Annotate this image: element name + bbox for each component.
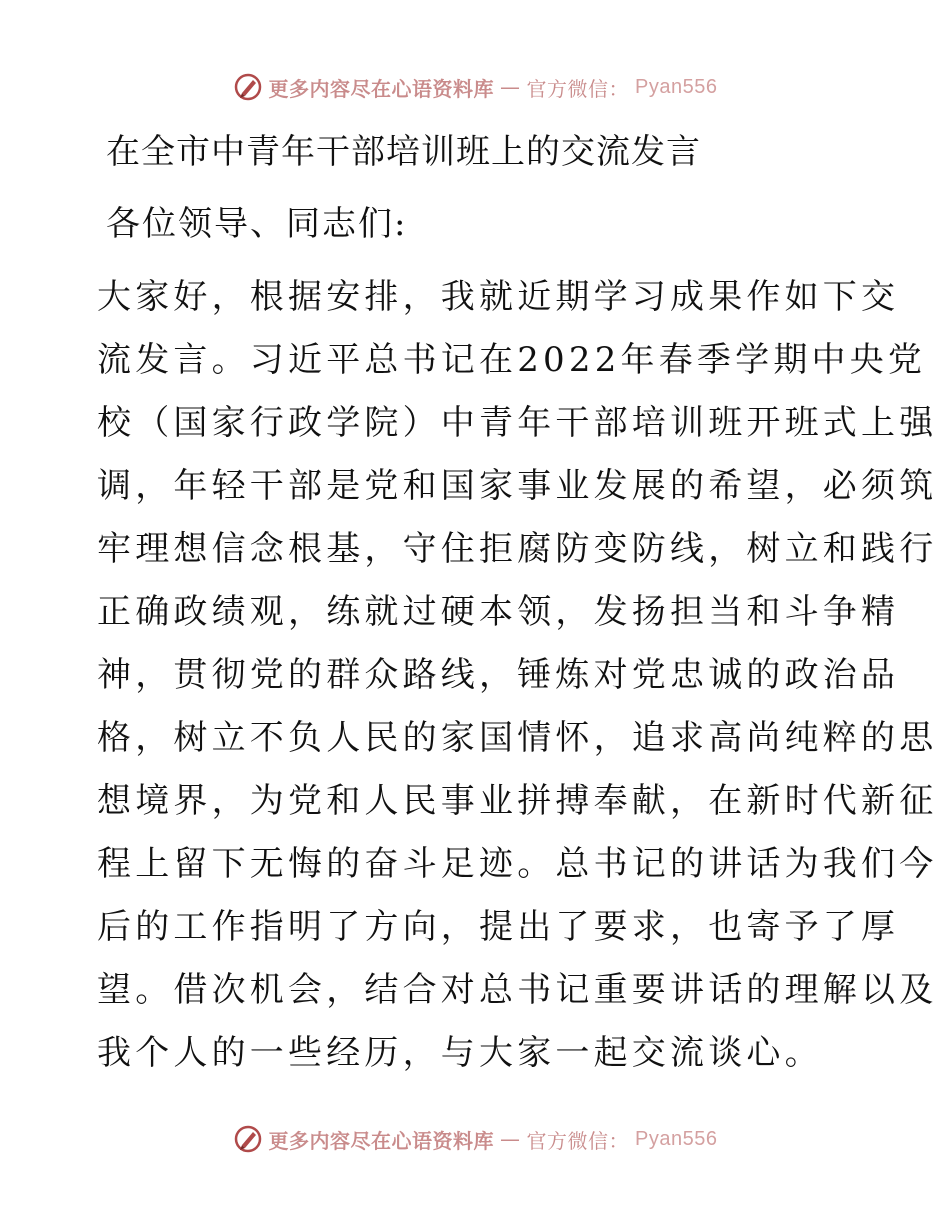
watermark-text: 更多内容尽在心语资料库 [268, 1128, 495, 1153]
body-line: 我个人的一些经历，与大家一起交流谈心。 [97, 1033, 823, 1073]
watermark-dash: — [500, 75, 521, 99]
watermark-wechat-id: Pyan556 [635, 1127, 718, 1150]
pen-logo-icon [233, 72, 263, 102]
watermark-wechat-id: Pyan556 [635, 75, 718, 98]
body-line: 程上留下无悔的奋斗足迹。总书记的讲话为我们今 [97, 844, 938, 884]
header-watermark [0, 72, 950, 102]
body-line: 校（国家行政学院）中青年干部培训班开班式上强 [97, 403, 938, 443]
watermark-wechat-label: 官方微信： [526, 76, 630, 101]
body-line: 想境界，为党和人民事业拼搏奉献，在新时代新征 [97, 781, 938, 821]
body-line: 调，年轻干部是党和国家事业发展的希望，必须筑 [97, 466, 938, 506]
watermark-dash: — [500, 1127, 521, 1151]
document-title: 在全市中青年干部培训班上的交流发言 [106, 132, 701, 172]
body-line: 流发言。习近平总书记在2022年春季学期中央党 [97, 340, 927, 380]
body-line: 大家好，根据安排，我就近期学习成果作如下交 [97, 277, 900, 317]
body-line: 后的工作指明了方向，提出了要求，也寄予了厚 [97, 907, 900, 947]
watermark-text: 更多内容尽在心语资料库 [268, 76, 495, 101]
body-line: 望。借次机会，结合对总书记重要讲话的理解以及 [97, 970, 938, 1010]
document-body [97, 266, 938, 1085]
footer-watermark [0, 1124, 950, 1154]
document-greeting: 各位领导、同志们: [106, 204, 408, 244]
body-line: 格，树立不负人民的家国情怀，追求高尚纯粹的思 [97, 718, 938, 758]
body-line: 正确政绩观，练就过硬本领，发扬担当和斗争精 [97, 592, 900, 632]
pen-logo-icon [233, 1124, 263, 1154]
watermark-wechat-label: 官方微信： [526, 1128, 630, 1153]
body-line: 牢理想信念根基，守住拒腐防变防线，树立和践行 [97, 529, 938, 569]
body-line: 神，贯彻党的群众路线，锤炼对党忠诚的政治品 [97, 655, 900, 695]
